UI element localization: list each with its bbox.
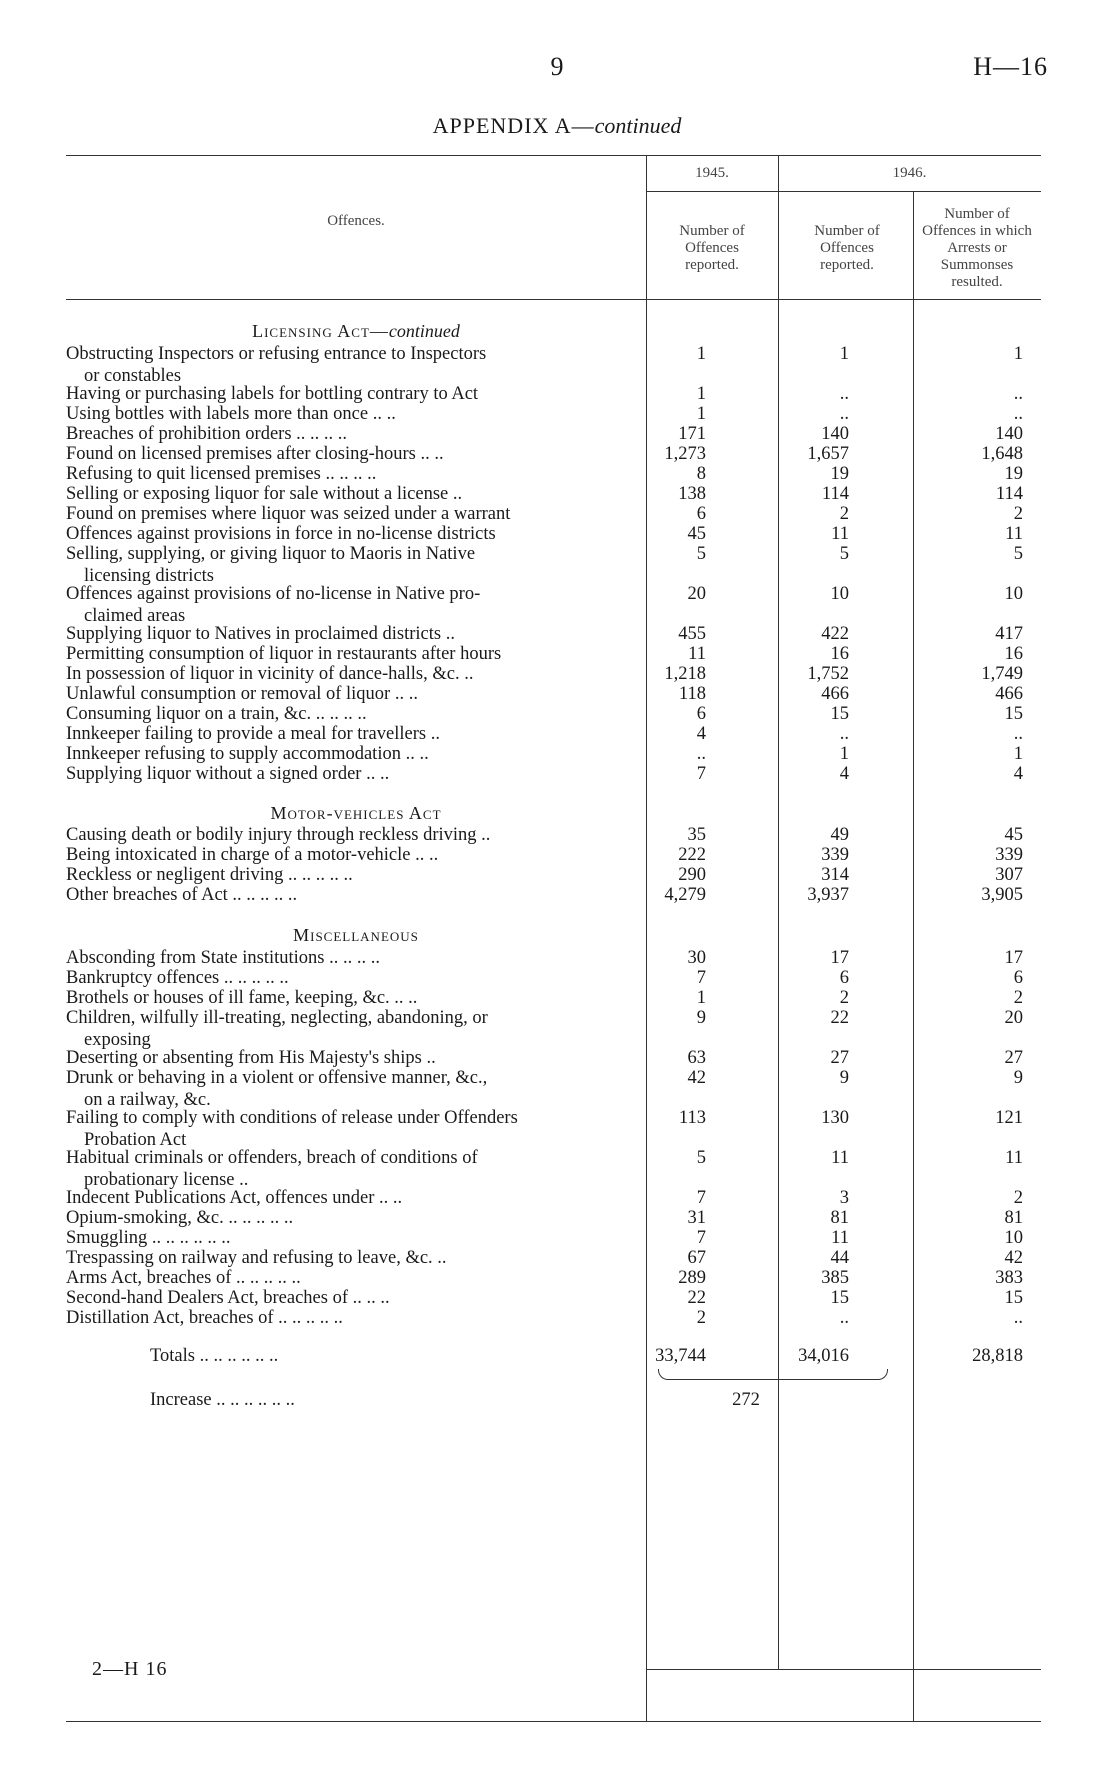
value-1946-reported: 2 bbox=[839, 988, 849, 1008]
appendix-title: APPENDIX A— bbox=[432, 113, 595, 138]
offence-label bbox=[66, 743, 644, 765]
offence-label bbox=[66, 643, 644, 665]
value-1945-reported: 2 bbox=[696, 1308, 706, 1328]
value-1945-reported: 1 bbox=[696, 988, 706, 1008]
offence-label bbox=[66, 503, 644, 525]
offence-text: Breaches of prohibition orders .. .. .. .. bbox=[66, 424, 348, 444]
value-1946-arrests: 45 bbox=[1004, 825, 1023, 845]
offence-text: Trespassing on railway and refusing to leave, &c. .. bbox=[66, 1248, 447, 1268]
value-1946-arrests: 1 bbox=[1013, 344, 1023, 364]
offence-label bbox=[66, 967, 644, 989]
value-1945-reported: 6 bbox=[696, 704, 706, 724]
value-1945-reported: 9 bbox=[696, 1008, 706, 1028]
value-1945-reported: 31 bbox=[687, 1208, 706, 1228]
value-1946-reported: 22 bbox=[830, 1008, 849, 1028]
value-1946-reported: 1,657 bbox=[807, 444, 849, 464]
value-1946-arrests: 1 bbox=[1013, 744, 1023, 764]
increase-label: Increase .. .. .. .. .. .. bbox=[150, 1390, 295, 1410]
value-1945-reported: 455 bbox=[678, 624, 706, 644]
offence-label bbox=[66, 844, 644, 866]
offence-label bbox=[66, 1147, 644, 1191]
value-1945-reported: 7 bbox=[696, 764, 706, 784]
offence-text: Found on licensed premises after closing-hours .. .. bbox=[66, 444, 444, 464]
value-1945-reported: .. bbox=[696, 744, 706, 764]
offence-text: Habitual criminals or offenders, breach of conditions of bbox=[66, 1148, 478, 1168]
value-1946-arrests: .. bbox=[1013, 384, 1023, 404]
offence-text: Failing to comply with conditions of release under Offenders bbox=[66, 1108, 518, 1128]
value-1945-reported: 5 bbox=[696, 1148, 706, 1168]
value-1945-reported: 22 bbox=[687, 1288, 706, 1308]
value-1945-reported: 222 bbox=[678, 845, 706, 865]
value-1946-arrests: 121 bbox=[995, 1108, 1023, 1128]
value-1945-reported: 45 bbox=[687, 524, 706, 544]
value-1946-arrests: 15 bbox=[1004, 1288, 1023, 1308]
value-1946-arrests: 417 bbox=[995, 624, 1023, 644]
offence-text: Unlawful consumption or removal of liquor .. .. bbox=[66, 684, 418, 704]
value-1946-reported: 140 bbox=[821, 424, 849, 444]
offence-text: Second-hand Dealers Act, breaches of .. .. .. bbox=[66, 1288, 390, 1308]
offence-text: Found on premises where liquor was seized under a warrant bbox=[66, 504, 511, 524]
offences-table bbox=[66, 155, 1041, 1780]
value-1946-reported: 19 bbox=[830, 464, 849, 484]
value-1946-arrests: 466 bbox=[995, 684, 1023, 704]
value-1946-reported: .. bbox=[839, 724, 849, 744]
offence-label bbox=[66, 543, 644, 587]
offence-label bbox=[66, 824, 644, 846]
value-1946-reported: 49 bbox=[830, 825, 849, 845]
value-1946-reported: 44 bbox=[830, 1248, 849, 1268]
header-col1: Number of Offences reported. bbox=[679, 223, 745, 273]
value-1946-arrests: 3,905 bbox=[981, 885, 1023, 905]
value-1945-reported: 1 bbox=[696, 404, 706, 424]
value-1946-reported: 2 bbox=[839, 504, 849, 524]
value-1946-arrests: 10 bbox=[1004, 584, 1023, 604]
value-1946-reported: .. bbox=[839, 1308, 849, 1328]
value-1946-arrests: 140 bbox=[995, 424, 1023, 444]
value-1945-reported: 7 bbox=[696, 1228, 706, 1248]
offence-label bbox=[66, 1247, 644, 1269]
value-1946-reported: 1 bbox=[839, 744, 849, 764]
offence-text: Drunk or behaving in a violent or offensive manner, &c., bbox=[66, 1068, 488, 1088]
offence-label bbox=[66, 1207, 644, 1229]
value-1945-reported: 1 bbox=[696, 344, 706, 364]
value-1945-reported: 171 bbox=[678, 424, 706, 444]
offence-text-continued: claimed areas bbox=[84, 606, 186, 626]
increase-brace bbox=[658, 1369, 888, 1380]
top-rule bbox=[66, 155, 1041, 156]
value-1946-reported: 314 bbox=[821, 865, 849, 885]
year-rule bbox=[646, 191, 1041, 192]
value-1946-arrests: 307 bbox=[995, 865, 1023, 885]
value-1946-arrests: 19 bbox=[1004, 464, 1023, 484]
value-1946-reported: 11 bbox=[831, 1148, 849, 1168]
header-offences: Offences. bbox=[327, 213, 385, 229]
offence-label bbox=[66, 884, 644, 906]
value-1946-arrests: 339 bbox=[995, 845, 1023, 865]
offence-text: Indecent Publications Act, offences under .. .. bbox=[66, 1188, 403, 1208]
offence-text: Innkeeper refusing to supply accommodation .. .. bbox=[66, 744, 429, 764]
offence-text: Offences against provisions in force in no-license districts bbox=[66, 524, 496, 544]
offence-label bbox=[66, 523, 644, 545]
offence-label bbox=[66, 1227, 644, 1249]
offence-text: Refusing to quit licensed premises .. .. .. .. bbox=[66, 464, 377, 484]
value-1946-arrests: 9 bbox=[1013, 1068, 1023, 1088]
offence-label bbox=[66, 383, 644, 405]
header-col3: Number of Offences in which Arrests or Summonses resulted. bbox=[922, 206, 1032, 290]
section-heading-licensing bbox=[66, 321, 646, 342]
value-1945-reported: 63 bbox=[687, 1048, 706, 1068]
appendix-subtitle: continued bbox=[594, 113, 682, 138]
offence-label bbox=[66, 947, 644, 969]
header-col2: Number of Offences reported. bbox=[814, 223, 880, 273]
value-1946-arrests: 2 bbox=[1013, 988, 1023, 1008]
offence-text: Supplying liquor without a signed order .. .. bbox=[66, 764, 390, 784]
value-1946-reported: 5 bbox=[839, 544, 849, 564]
section-heading-miscellaneous: Miscellaneous bbox=[293, 925, 419, 945]
value-1946-arrests: 114 bbox=[995, 484, 1023, 504]
offence-label bbox=[66, 1107, 644, 1151]
offence-label bbox=[66, 683, 644, 705]
header-rule bbox=[66, 299, 1041, 300]
value-1946-reported: .. bbox=[839, 404, 849, 424]
page-footer: 2—H 16 bbox=[92, 1658, 168, 1680]
value-1946-reported: 9 bbox=[839, 1068, 849, 1088]
offence-label bbox=[66, 1267, 644, 1289]
value-1946-arrests: 27 bbox=[1004, 1048, 1023, 1068]
value-1946-reported: 339 bbox=[821, 845, 849, 865]
offence-text: Bankruptcy offences .. .. .. .. .. bbox=[66, 968, 289, 988]
totals-1945: 33,744 bbox=[655, 1346, 706, 1366]
offence-text: Selling or exposing liquor for sale without a license .. bbox=[66, 484, 463, 504]
offence-text: Absconding from State institutions .. .. .. .. bbox=[66, 948, 380, 968]
increase-value: 272 bbox=[732, 1390, 760, 1410]
value-1946-reported: 1,752 bbox=[807, 664, 849, 684]
offence-label bbox=[66, 483, 644, 505]
value-1946-reported: 16 bbox=[830, 644, 849, 664]
value-1946-arrests: 4 bbox=[1013, 764, 1023, 784]
value-1946-arrests: .. bbox=[1013, 724, 1023, 744]
value-1946-arrests: 11 bbox=[1005, 1148, 1023, 1168]
offence-text: In possession of liquor in vicinity of dance-halls, &c. .. bbox=[66, 664, 474, 684]
offence-text: Obstructing Inspectors or refusing entrance to Inspectors bbox=[66, 344, 487, 364]
value-1946-arrests: 10 bbox=[1004, 1228, 1023, 1248]
value-1946-arrests: 20 bbox=[1004, 1008, 1023, 1028]
value-1946-reported: 385 bbox=[821, 1268, 849, 1288]
value-1945-reported: 289 bbox=[678, 1268, 706, 1288]
header-year-1946: 1946. bbox=[892, 165, 927, 181]
offence-text: Children, wilfully ill-treating, neglecting, abandoning, or bbox=[66, 1008, 488, 1028]
value-1945-reported: 1,218 bbox=[664, 664, 706, 684]
value-1946-arrests: .. bbox=[1013, 404, 1023, 424]
offence-text-continued: on a railway, &c. bbox=[84, 1090, 211, 1110]
value-1945-reported: 5 bbox=[696, 544, 706, 564]
offence-text: Using bottles with labels more than once .. .. bbox=[66, 404, 396, 424]
offence-label bbox=[66, 1007, 644, 1051]
value-1945-reported: 42 bbox=[687, 1068, 706, 1088]
value-1946-reported: 3 bbox=[839, 1188, 849, 1208]
value-1946-reported: 6 bbox=[839, 968, 849, 988]
value-1946-arrests: 383 bbox=[995, 1268, 1023, 1288]
value-1946-reported: 1 bbox=[839, 344, 849, 364]
offence-text-continued: exposing bbox=[84, 1030, 151, 1050]
offence-text: Opium-smoking, &c. .. .. .. .. .. bbox=[66, 1208, 294, 1228]
value-1946-reported: 15 bbox=[830, 704, 849, 724]
offence-text: Distillation Act, breaches of .. .. .. .. .. bbox=[66, 1308, 343, 1328]
col-rule-2 bbox=[778, 299, 779, 1669]
value-1946-arrests: 6 bbox=[1013, 968, 1023, 988]
value-1946-arrests: 5 bbox=[1013, 544, 1023, 564]
value-1946-reported: 422 bbox=[821, 624, 849, 644]
value-1946-reported: 3,937 bbox=[807, 885, 849, 905]
offence-label bbox=[66, 583, 644, 627]
value-1945-reported: 1 bbox=[696, 384, 706, 404]
offence-text: Other breaches of Act .. .. .. .. .. bbox=[66, 885, 298, 905]
offence-text: Permitting consumption of liquor in restaurants after hours bbox=[66, 644, 502, 664]
offence-label bbox=[66, 987, 644, 1009]
header-year-1945: 1945. bbox=[695, 165, 729, 181]
value-1946-reported: 11 bbox=[831, 524, 849, 544]
offence-text-continued: probationary license .. bbox=[84, 1170, 249, 1190]
totals-label: Totals .. .. .. .. .. .. bbox=[150, 1346, 279, 1366]
value-1946-reported: 27 bbox=[830, 1048, 849, 1068]
value-1946-reported: 4 bbox=[839, 764, 849, 784]
offence-text: Innkeeper failing to provide a meal for travellers .. bbox=[66, 724, 440, 744]
value-1946-reported: 466 bbox=[821, 684, 849, 704]
value-1946-reported: 130 bbox=[821, 1108, 849, 1128]
col-rule-3 bbox=[913, 191, 914, 1721]
value-1946-reported: .. bbox=[839, 384, 849, 404]
offence-text-continued: Probation Act bbox=[84, 1130, 187, 1150]
value-1945-reported: 11 bbox=[688, 644, 706, 664]
value-1946-arrests: 16 bbox=[1004, 644, 1023, 664]
value-1946-arrests: 2 bbox=[1013, 504, 1023, 524]
col-rule-1 bbox=[646, 155, 647, 1721]
value-1945-reported: 1,273 bbox=[664, 444, 706, 464]
offence-text: Causing death or bodily injury through reckless driving .. bbox=[66, 825, 491, 845]
value-1946-reported: 10 bbox=[830, 584, 849, 604]
value-1945-reported: 67 bbox=[687, 1248, 706, 1268]
offence-text: Being intoxicated in charge of a motor-vehicle .. .. bbox=[66, 845, 439, 865]
value-1946-arrests: .. bbox=[1013, 1308, 1023, 1328]
value-1945-reported: 20 bbox=[687, 584, 706, 604]
offence-label bbox=[66, 443, 644, 465]
offence-label bbox=[66, 343, 644, 387]
value-1945-reported: 4,279 bbox=[664, 885, 706, 905]
value-1946-reported: 81 bbox=[830, 1208, 849, 1228]
offence-label bbox=[66, 763, 644, 785]
value-1945-reported: 8 bbox=[696, 464, 706, 484]
offence-text: Deserting or absenting from His Majesty's ships .. bbox=[66, 1048, 436, 1068]
value-1945-reported: 138 bbox=[678, 484, 706, 504]
offence-text: Smuggling .. .. .. .. .. .. bbox=[66, 1228, 231, 1248]
offence-label bbox=[66, 723, 644, 745]
value-1946-arrests: 81 bbox=[1004, 1208, 1023, 1228]
offence-label bbox=[66, 1047, 644, 1069]
offence-text: Brothels or houses of ill fame, keeping, &c. .. .. bbox=[66, 988, 418, 1008]
offence-label bbox=[66, 663, 644, 685]
appendix-heading bbox=[0, 113, 1114, 139]
value-1946-reported: 114 bbox=[821, 484, 849, 504]
offence-label bbox=[66, 703, 644, 725]
offence-text: Supplying liquor to Natives in proclaimed districts .. bbox=[66, 624, 455, 644]
offence-label bbox=[66, 463, 644, 485]
value-1945-reported: 113 bbox=[678, 1108, 706, 1128]
totals-1946-reported: 34,016 bbox=[798, 1346, 849, 1366]
value-1946-arrests: 15 bbox=[1004, 704, 1023, 724]
value-1946-arrests: 11 bbox=[1005, 524, 1023, 544]
value-1946-reported: 15 bbox=[830, 1288, 849, 1308]
value-1945-reported: 4 bbox=[696, 724, 706, 744]
value-1946-reported: 11 bbox=[831, 1228, 849, 1248]
value-1945-reported: 6 bbox=[696, 504, 706, 524]
value-1945-reported: 118 bbox=[678, 684, 706, 704]
value-1946-arrests: 2 bbox=[1013, 1188, 1023, 1208]
value-1945-reported: 30 bbox=[687, 948, 706, 968]
offence-text: Arms Act, breaches of .. .. .. .. .. bbox=[66, 1268, 301, 1288]
section-title: Licensing Act— bbox=[252, 321, 389, 341]
value-1946-arrests: 42 bbox=[1004, 1248, 1023, 1268]
value-1945-reported: 7 bbox=[696, 968, 706, 988]
offence-text: Having or purchasing labels for bottling contrary to Act bbox=[66, 384, 479, 404]
section-heading-motor-vehicles: Motor-vehicles Act bbox=[270, 803, 442, 823]
offence-label bbox=[66, 623, 644, 645]
offence-label bbox=[66, 1307, 644, 1329]
offence-text: Offences against provisions of no-license in Native pro- bbox=[66, 584, 481, 604]
value-1946-arrests: 1,749 bbox=[981, 664, 1023, 684]
offence-label bbox=[66, 1187, 644, 1209]
section-subtitle: continued bbox=[388, 321, 460, 341]
totals-1946-arrests: 28,818 bbox=[972, 1346, 1023, 1366]
value-1946-arrests: 17 bbox=[1004, 948, 1023, 968]
offence-label bbox=[66, 423, 644, 445]
value-1946-reported: 17 bbox=[830, 948, 849, 968]
offence-text-continued: or constables bbox=[84, 366, 182, 386]
value-1946-arrests: 1,648 bbox=[981, 444, 1023, 464]
value-1945-reported: 7 bbox=[696, 1188, 706, 1208]
offence-label bbox=[66, 1067, 644, 1111]
page-number: 9 bbox=[550, 52, 564, 81]
offence-label bbox=[66, 864, 644, 886]
offence-label bbox=[66, 403, 644, 425]
offence-text-continued: licensing districts bbox=[84, 566, 214, 586]
value-1945-reported: 35 bbox=[687, 825, 706, 845]
bottom-rule bbox=[66, 1721, 1041, 1722]
value-1945-reported: 290 bbox=[678, 865, 706, 885]
offence-text: Consuming liquor on a train, &c. .. .. .. .. bbox=[66, 704, 367, 724]
offence-text: Reckless or negligent driving .. .. .. .. .. bbox=[66, 865, 353, 885]
document-code: H—16 bbox=[973, 52, 1048, 81]
offence-label bbox=[66, 1287, 644, 1309]
offence-text: Selling, supplying, or giving liquor to Maoris in Native bbox=[66, 544, 476, 564]
totals-rule bbox=[646, 1669, 1041, 1670]
